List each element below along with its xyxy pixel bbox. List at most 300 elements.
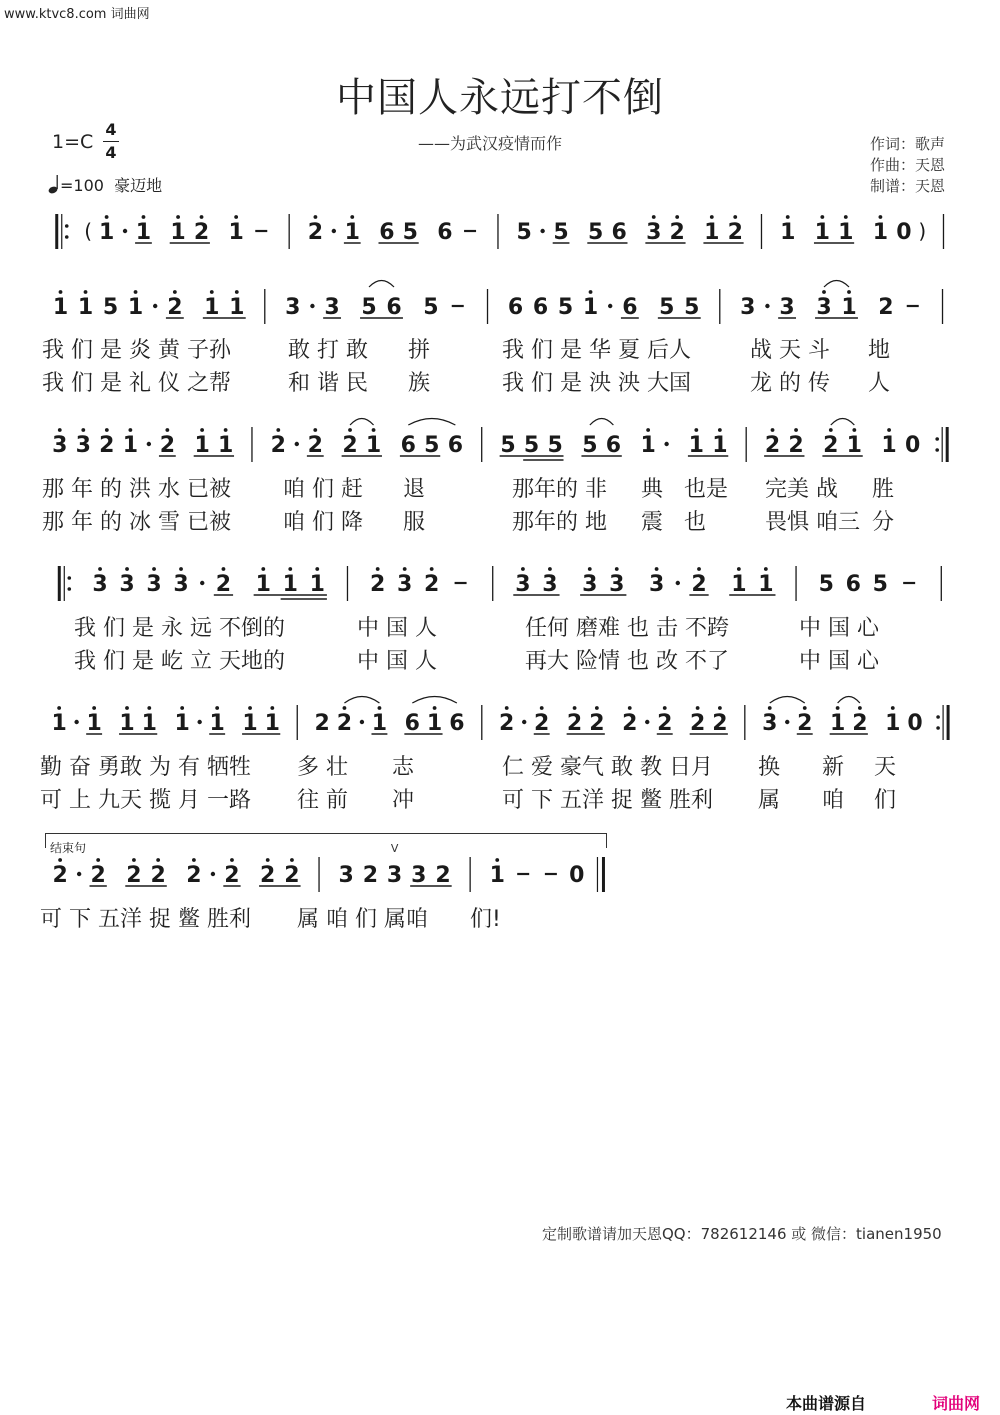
lyric-text: 志 [392, 755, 415, 780]
note-digit: 1 [881, 433, 897, 458]
rhythm-dot [123, 229, 127, 233]
high-octave-dot [59, 290, 63, 294]
rhythm-dot [295, 442, 299, 446]
notation-row-svg [0, 696, 1000, 750]
quarter-note-icon [48, 174, 60, 194]
note-digit: 3 [386, 863, 403, 888]
lyric-text: 可 上 九天 揽 月 一路 [40, 788, 251, 813]
high-octave-dot [697, 567, 701, 571]
note-digit: 2 [566, 711, 583, 736]
slur-arc [412, 697, 457, 704]
lyric-text: 也是 [684, 477, 729, 502]
high-octave-dot [156, 858, 160, 862]
note-digit: 3 [75, 433, 91, 458]
high-octave-dot [270, 706, 274, 710]
note-digit: 1 [846, 433, 862, 458]
slur-arc [344, 697, 379, 704]
song-subtitle: ——为武汉疫情而作 [418, 134, 563, 153]
note-digit: 3 [515, 572, 531, 597]
high-octave-dot [142, 215, 146, 219]
high-octave-dot [803, 706, 807, 710]
high-octave-dot [105, 428, 109, 432]
lyric-text: 退 [403, 477, 426, 502]
high-octave-dot [768, 706, 772, 710]
note-digit: 6 [611, 220, 627, 245]
note-digit: 6 [605, 433, 622, 458]
note-digit: 5 [500, 433, 516, 458]
high-octave-dot [92, 706, 96, 710]
high-octave-dot [234, 215, 238, 219]
high-octave-dot [675, 215, 679, 219]
high-octave-dot [200, 215, 204, 219]
note-digit: 2 [797, 711, 813, 736]
rhythm-dot [540, 229, 544, 233]
note-digit: 1 [119, 711, 135, 736]
high-octave-dot [595, 706, 599, 710]
note-digit: 1 [174, 711, 190, 736]
rhythm-dot [197, 720, 201, 724]
notation-row-svg [0, 418, 1000, 472]
note-digit: 3 [52, 433, 68, 458]
lyric-text: 中 国 心 [799, 649, 879, 674]
note-digit: 6 [437, 220, 453, 245]
note-digit: 2 [186, 863, 202, 888]
high-octave-dot [173, 290, 177, 294]
note-digit: 6 [447, 433, 464, 458]
rhythm-dot [765, 304, 769, 308]
transcriber-credit: 制谱：天恩 [870, 177, 946, 195]
lyric-text: 服 [403, 510, 426, 535]
note-digit: 5 [582, 433, 598, 458]
note-digit: 0 [896, 220, 912, 245]
note-digit: 6 [404, 711, 420, 736]
note-digit: 1 [194, 433, 210, 458]
high-octave-dot [403, 567, 407, 571]
note-digit: 6 [845, 572, 861, 597]
high-octave-dot [794, 428, 798, 432]
high-octave-dot [718, 706, 722, 710]
high-octave-dot [96, 858, 100, 862]
lyric-text: 族 [408, 371, 431, 396]
parenthesis: ) [918, 219, 927, 243]
note-digit: 1 [127, 295, 144, 320]
note-digit: 3 [324, 295, 340, 320]
note-digit: 5 [523, 433, 540, 458]
lyric-text: 属 咱 们 属咱 [297, 907, 428, 932]
note-digit: 1 [426, 711, 443, 736]
high-octave-dot [652, 215, 656, 219]
high-octave-dot [314, 215, 318, 219]
high-octave-dot [215, 706, 219, 710]
lyric-text: 们! [470, 907, 501, 932]
lyric-line [0, 611, 1000, 641]
high-octave-dot [125, 567, 129, 571]
note-digit: 3 [92, 572, 108, 597]
lyric-text: 和 谐 民 [288, 371, 368, 396]
high-octave-dot [210, 290, 214, 294]
note-digit: 2 [764, 433, 781, 458]
note-digit: 1 [77, 295, 94, 320]
note-digit: 1 [51, 711, 67, 736]
lyric-text: 们 [874, 788, 897, 813]
lyric-text: 那年的 地 [512, 510, 607, 535]
lyric-text: 龙 的 传 [750, 371, 830, 396]
note-digit: 1 [135, 220, 152, 245]
high-octave-dot [152, 567, 156, 571]
note-digit: 3 [146, 572, 162, 597]
high-octave-dot [694, 428, 698, 432]
note-digit: 2 [370, 572, 386, 597]
note-digit: 2 [424, 572, 440, 597]
rhythm-dot [200, 581, 204, 585]
note-digit: 1 [838, 220, 854, 245]
high-octave-dot [844, 215, 848, 219]
lyric-text: 我 们 是 礼 仪 之帮 [42, 371, 231, 396]
repeat-dot [935, 448, 939, 452]
high-octave-dot [663, 706, 667, 710]
lyric-text: 冲 [392, 788, 415, 813]
time-signature-bar [103, 141, 119, 142]
note-digit: 6 [386, 295, 402, 320]
note-digit: 2 [270, 433, 286, 458]
slur-arc [369, 281, 394, 288]
high-octave-dot [315, 567, 319, 571]
high-octave-dot [165, 428, 169, 432]
notation-row [0, 696, 1000, 750]
contact-info: 定制歌谱请加天恩QQ：782612146 或 微信：tianen1950 [542, 1225, 942, 1243]
lyric-line [0, 750, 1000, 780]
note-digit: 5 [424, 433, 440, 458]
slur-arc [590, 419, 614, 426]
lyric-text: 也 [684, 510, 707, 535]
notation-row [0, 842, 1000, 902]
note-digit: 2 [878, 295, 894, 320]
lyric-text: 咱 [822, 788, 845, 813]
lyric-text: 咱 们 降 [283, 510, 363, 535]
high-octave-dot [573, 706, 577, 710]
lyric-text: 可 下 五洋 捉 鳖 胜利 [502, 788, 713, 813]
high-octave-dot [433, 706, 437, 710]
high-octave-dot [290, 858, 294, 862]
high-octave-dot [495, 858, 499, 862]
high-octave-dot [505, 706, 509, 710]
note-digit: 3 [646, 220, 662, 245]
high-octave-dot [81, 428, 85, 432]
high-octave-dot [57, 706, 61, 710]
notation-row [0, 280, 1000, 334]
note-digit: 2 [852, 711, 868, 736]
repeat-dot [67, 576, 71, 580]
note-digit: 2 [52, 863, 68, 888]
lyric-text: 中 国 人 [357, 649, 437, 674]
rhythm-dot [664, 442, 668, 446]
notation-row-svg [0, 205, 1000, 259]
lyric-text: 那年的 非 [512, 477, 607, 502]
high-octave-dot [710, 215, 714, 219]
lyric-text: 人 [868, 371, 891, 396]
high-octave-dot [820, 215, 824, 219]
note-digit: 5 [423, 295, 439, 320]
high-octave-dot [548, 567, 552, 571]
high-octave-dot [348, 428, 352, 432]
source-label: 本曲谱源自 [786, 1394, 867, 1413]
note-digit: 1 [52, 295, 69, 320]
rhythm-dot [676, 581, 680, 585]
note-digit: 5 [516, 220, 532, 245]
high-octave-dot [235, 290, 239, 294]
high-octave-dot [858, 706, 862, 710]
lyric-text: 胜 [872, 477, 895, 502]
composer-credit: 作曲：天恩 [870, 156, 946, 174]
source-logo: 词曲网 [932, 1394, 981, 1413]
note-digit: 3 [648, 572, 665, 597]
time-signature-top: 4 [105, 120, 117, 139]
note-digit: 1 [255, 572, 271, 597]
lyric-text: 我 们 是 炎 黄 子孙 [42, 338, 231, 363]
slur-arc [408, 419, 455, 426]
note-digit: 3 [542, 572, 558, 597]
note-digit: 1 [780, 220, 796, 245]
note-digit: 2 [534, 711, 550, 736]
note-digit: 5 [557, 295, 574, 320]
note-digit: 1 [814, 220, 830, 245]
note-digit: 3 [338, 863, 354, 888]
note-digit: 2 [307, 433, 323, 458]
slur-arc [350, 419, 374, 426]
lyric-text: 任何 磨难 也 击 不跨 [525, 616, 729, 641]
high-octave-dot [696, 706, 700, 710]
high-octave-dot [105, 215, 109, 219]
high-octave-dot [718, 428, 722, 432]
note-digit: 3 [740, 295, 756, 320]
note-digit: 2 [314, 711, 330, 736]
high-octave-dot [430, 567, 434, 571]
slur-arc [824, 281, 849, 288]
lyric-text: 震 [641, 510, 664, 535]
note-digit: 2 [689, 711, 706, 736]
slur-arc [838, 697, 860, 704]
note-digit: 2 [788, 433, 804, 458]
note-digit: 1 [282, 572, 298, 597]
rhythm-dot [310, 304, 314, 308]
lyric-line [0, 333, 1000, 363]
high-octave-dot [836, 706, 840, 710]
note-digit: 1 [841, 295, 857, 320]
note-digit: 3 [173, 572, 189, 597]
high-octave-dot [589, 290, 593, 294]
lyric-text: 仁 爱 豪气 敢 教 日月 [502, 755, 713, 780]
note-digit: 2 [823, 433, 839, 458]
tempo-mark: 豪迈地 [114, 176, 163, 195]
note-digit: 3 [609, 572, 625, 597]
high-octave-dot [733, 215, 737, 219]
high-octave-dot [771, 428, 775, 432]
rhythm-dot [332, 229, 336, 233]
note-digit: 5 [553, 220, 569, 245]
note-digit: 1 [141, 711, 157, 736]
note-digit: 5 [547, 433, 563, 458]
lyric-text: 敢 打 敢 [288, 338, 368, 363]
high-octave-dot [521, 567, 525, 571]
lyric-text: 我 们 是 永 远 不倒的 [74, 616, 285, 641]
high-octave-dot [878, 215, 882, 219]
notation-row-svg [0, 842, 1000, 902]
repeat-dot [67, 587, 71, 591]
repeat-dot [936, 715, 940, 719]
note-digit: 2 [159, 433, 176, 458]
note-digit: 2 [307, 220, 324, 245]
note-digit: 1 [640, 433, 656, 458]
repeat-dot [65, 224, 69, 228]
high-octave-dot [822, 290, 826, 294]
note-digit: 1 [264, 711, 280, 736]
note-digit: 2 [126, 863, 142, 888]
lyric-text: 中 国 心 [799, 616, 879, 641]
high-octave-dot [134, 290, 138, 294]
high-octave-dot [372, 428, 376, 432]
note-digit: 1 [365, 433, 382, 458]
high-octave-dot [276, 428, 280, 432]
high-octave-dot [58, 428, 62, 432]
lyric-text: 新 [822, 755, 845, 780]
note-digit: 3 [779, 295, 795, 320]
rhythm-dot [522, 720, 526, 724]
note-digit: 2 [284, 863, 300, 888]
high-octave-dot [84, 290, 88, 294]
lyric-text: 拼 [408, 338, 431, 363]
lyric-text: 咱 们 赶 [283, 477, 363, 502]
time-signature [103, 120, 119, 163]
notation-row [0, 205, 1000, 259]
high-octave-dot [98, 567, 102, 571]
high-octave-dot [288, 567, 292, 571]
note-digit: 2 [90, 863, 106, 888]
lyric-text: 往 前 [297, 788, 348, 813]
repeat-dot [65, 235, 69, 239]
high-octave-dot [887, 428, 891, 432]
note-digit: 5 [402, 220, 418, 245]
high-octave-dot [628, 706, 632, 710]
notation-row-svg [0, 557, 1000, 611]
rhythm-dot [645, 720, 649, 724]
high-octave-dot [829, 428, 833, 432]
repeat-dot [936, 726, 940, 730]
note-digit: 2 [435, 863, 451, 888]
note-digit: 6 [449, 711, 465, 736]
note-digit: 3 [816, 295, 832, 320]
high-octave-dot [852, 428, 856, 432]
time-signature-bottom: 4 [105, 143, 117, 162]
note-digit: 1 [688, 433, 704, 458]
rhythm-dot [74, 720, 78, 724]
rhythm-dot [785, 720, 789, 724]
notation-row [0, 557, 1000, 611]
note-digit: 2 [622, 711, 638, 736]
lyric-line [0, 902, 1000, 932]
rhythm-dot [153, 304, 157, 308]
lyric-text: 那 年 的 洪 水 已被 [42, 477, 231, 502]
high-octave-dot [378, 706, 382, 710]
high-octave-dot [646, 428, 650, 432]
ending-bracket [45, 833, 607, 848]
note-digit: 1 [758, 572, 774, 597]
parenthesis: ( [84, 219, 93, 243]
high-octave-dot [764, 567, 768, 571]
high-octave-dot [343, 706, 347, 710]
note-digit: 5 [361, 295, 377, 320]
slur-arc [770, 697, 805, 704]
lyric-line [0, 505, 1000, 535]
lyric-text: 再大 险情 也 改 不了 [525, 649, 729, 674]
lyric-text: 分 [872, 510, 895, 535]
note-digit: 2 [167, 295, 183, 320]
rhythm-dot [211, 872, 215, 876]
note-digit: 2 [215, 572, 232, 597]
high-octave-dot [737, 567, 741, 571]
high-octave-dot [540, 706, 544, 710]
notation-row [0, 418, 1000, 472]
note-digit: 2 [691, 572, 707, 597]
note-digit: 3 [411, 863, 427, 888]
tempo-value: =100 [60, 176, 104, 195]
note-digit: 2 [499, 711, 515, 736]
note-digit: 1 [98, 220, 115, 245]
lyricist-credit: 作词：歌声 [870, 135, 946, 153]
note-digit: 6 [507, 295, 524, 320]
high-octave-dot [230, 858, 234, 862]
note-digit: 1 [229, 295, 245, 320]
high-octave-dot [128, 428, 132, 432]
note-digit: 1 [885, 711, 901, 736]
note-digit: 2 [712, 711, 728, 736]
rhythm-dot [608, 304, 612, 308]
note-digit: 3 [762, 711, 778, 736]
ending-label: 结束句 [50, 841, 87, 855]
high-octave-dot [615, 567, 619, 571]
note-digit: 3 [285, 295, 301, 320]
lyric-text: 典 [641, 477, 664, 502]
note-digit: 2 [99, 433, 115, 458]
high-octave-dot [588, 567, 592, 571]
key-signature: 1=C [52, 131, 94, 153]
lyric-text: 我 们 是 华 夏 后人 [502, 338, 691, 363]
note-digit: 1 [731, 572, 747, 597]
lyric-text: 中 国 人 [357, 616, 437, 641]
tempo [48, 173, 162, 196]
note-digit: 3 [397, 572, 413, 597]
note-digit: 5 [684, 295, 700, 320]
lyric-line [0, 783, 1000, 813]
note-digit: 1 [86, 711, 102, 736]
lyric-text: 那 年 的 冰 雪 已被 [42, 510, 231, 535]
rhythm-dot [147, 442, 151, 446]
high-octave-dot [125, 706, 129, 710]
high-octave-dot [847, 290, 851, 294]
note-digit: 2 [589, 711, 605, 736]
note-digit: 3 [582, 572, 598, 597]
note-digit: 3 [119, 572, 135, 597]
high-octave-dot [266, 858, 270, 862]
note-digit: 1 [582, 295, 599, 320]
note-digit: 1 [872, 220, 889, 245]
repeat-dot [935, 437, 939, 441]
lyric-text: 我 们 是 泱 泱 大国 [502, 371, 691, 396]
high-octave-dot [147, 706, 151, 710]
note-digit: 6 [379, 220, 395, 245]
note-digit: 5 [102, 295, 119, 320]
high-octave-dot [350, 215, 354, 219]
lyric-line [0, 366, 1000, 396]
